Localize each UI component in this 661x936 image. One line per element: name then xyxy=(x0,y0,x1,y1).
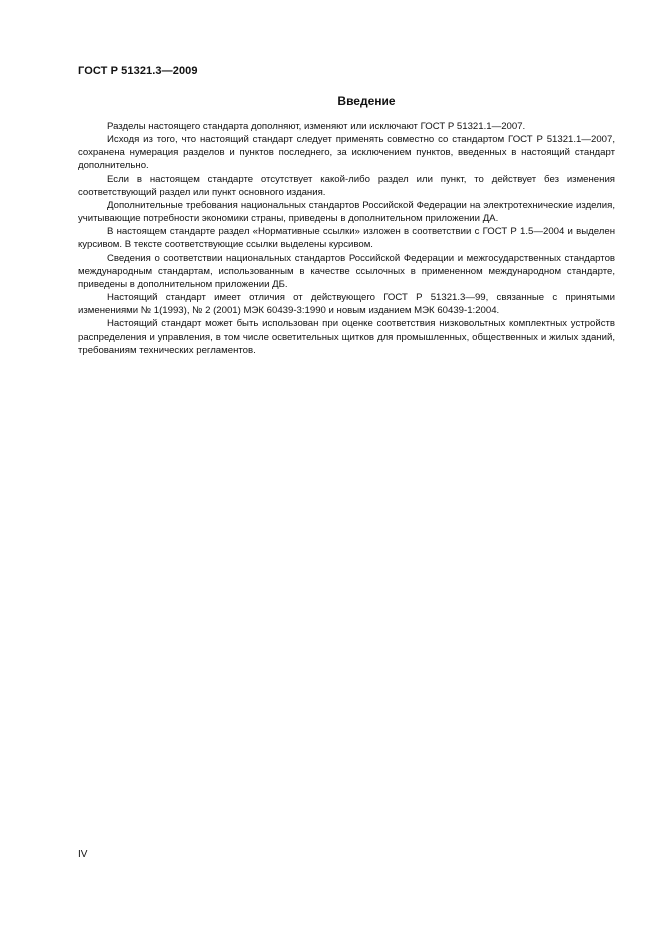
paragraph: Настоящий стандарт может быть использован при оценке соответствия низковольтных комплектных устройств распределения и управления, в том числе осветительных щитков для промышленных, общественных и жилых зданий, требованиям технических регламентов. xyxy=(78,318,615,356)
document-header: ГОСТ Р 51321.3—2009 xyxy=(78,65,198,77)
paragraph: Настоящий стандарт имеет отличия от действующего ГОСТ Р 51321.3—99, связанные с принятыми изменениями № 1(1993), № 2 (2001) МЭК 60439-3:1990 и новым изданием МЭК 60439-1:2004. xyxy=(78,292,615,317)
paragraph: Сведения о соответствии национальных стандартов Российской Федерации и межгосударственных стандартов международным стандартам, использованным в качестве ссылочных в примененном международном стандарте, приведены в дополнительном приложении ДБ. xyxy=(78,252,615,290)
page-number: IV xyxy=(78,849,88,860)
introduction-body xyxy=(78,120,615,357)
paragraph: Разделы настоящего стандарта дополняют, изменяют или исключают ГОСТ Р 51321.1—2007. xyxy=(107,121,526,132)
paragraph: Исходя из того, что настоящий стандарт следует применять совместно со стандартом ГОСТ Р 51321.1—2007, сохранена нумерация разделов и пунктов последнего, за исключением пунктов, введенных в настоящий стандарт дополнительно. xyxy=(78,134,615,172)
paragraph: Если в настоящем стандарте отсутствует какой-либо раздел или пункт, то действует без изменения соответствующий раздел или пункт основного издания. xyxy=(78,173,615,198)
paragraph: В настоящем стандарте раздел «Нормативные ссылки» изложен в соответствии с ГОСТ Р 1.5—2004 и выделен курсивом. В тексте соответствующие ссылки выделены курсивом. xyxy=(78,226,615,251)
section-title: Введение xyxy=(337,94,396,108)
paragraph: Дополнительные требования национальных стандартов Российской Федерации на электротехнические изделия, учитывающие потребности экономики страны, приведены в дополнительном приложении ДА. xyxy=(78,199,615,225)
